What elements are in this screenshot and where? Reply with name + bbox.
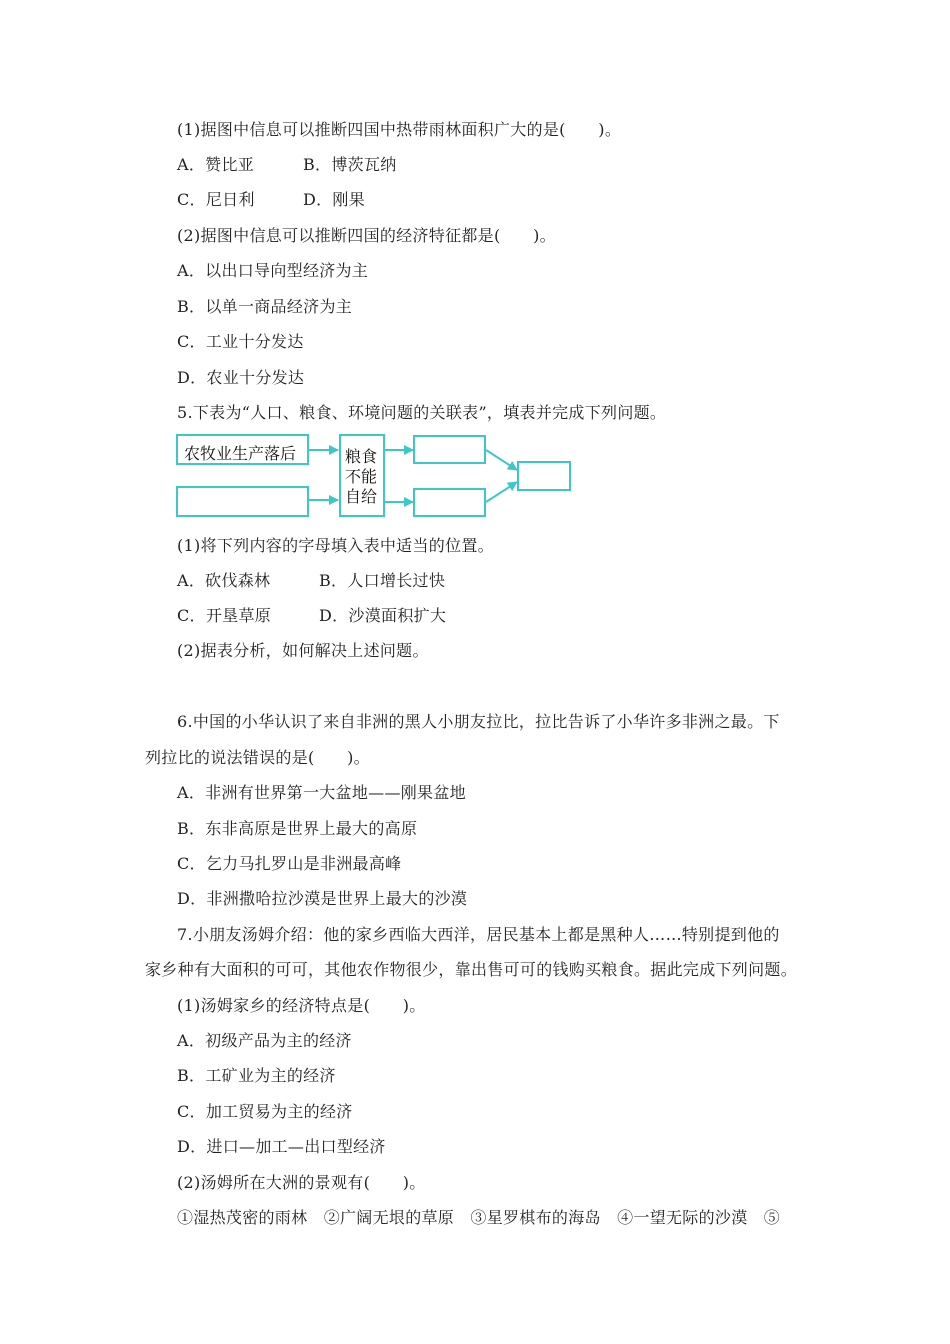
q7-stem-line2: 家乡种有大面积的可可，其他农作物很少，靠出售可可的钱购买粮食。据此完成下列问题。 bbox=[145, 960, 798, 979]
box-center-line1: 粮食 bbox=[345, 447, 378, 466]
box-agriculture-backward-label: 农牧业生产落后 bbox=[184, 444, 297, 463]
blank-box-bottom-right[interactable] bbox=[413, 488, 486, 517]
q4-sub2-option-a: A．以出口导向型经济为主 bbox=[177, 261, 369, 280]
box-center-line2: 不能 bbox=[345, 467, 378, 486]
q5-option-c: C．开垦草原 bbox=[177, 606, 272, 625]
q5-option-d: D．沙漠面积扩大 bbox=[319, 606, 447, 625]
q4-sub2-option-c: C．工业十分发达 bbox=[177, 332, 304, 351]
box-agriculture-backward bbox=[176, 434, 309, 465]
q7-sub1-option-d: D．进口—加工—出口型经济 bbox=[177, 1137, 386, 1156]
q6-option-c: C．乞力马扎罗山是非洲最高峰 bbox=[177, 854, 402, 873]
arrow-top-right-to-result bbox=[486, 450, 517, 470]
q6-option-a: A．非洲有世界第一大盆地——刚果盆地 bbox=[177, 783, 466, 802]
q5-option-b: B．人口增长过快 bbox=[319, 571, 446, 590]
q4-sub1-option-b: B．博茨瓦纳 bbox=[303, 155, 397, 174]
q7-sub1-option-c: C．加工贸易为主的经济 bbox=[177, 1102, 353, 1121]
q6-option-d: D．非洲撒哈拉沙漠是世界上最大的沙漠 bbox=[177, 889, 468, 908]
q4-sub1-option-a: A．赞比亚 bbox=[177, 155, 255, 174]
q7-sub2-options: ①湿热茂密的雨林 ②广阔无垠的草原 ③星罗棋布的海岛 ④一望无际的沙漠 ⑤ bbox=[177, 1208, 781, 1227]
q4-sub1-option-d: D．刚果 bbox=[303, 190, 366, 209]
q5-sub2-stem: (2)据表分析，如何解决上述问题。 bbox=[177, 641, 429, 660]
q7-sub1-option-b: B．工矿业为主的经济 bbox=[177, 1066, 336, 1085]
q7-stem-line1: 7.小朋友汤姆介绍：他的家乡西临大西洋，居民基本上都是黑种人……特别提到他的 bbox=[177, 925, 780, 944]
q4-sub2-option-b: B．以单一商品经济为主 bbox=[177, 297, 353, 316]
blank-box-left[interactable] bbox=[176, 486, 309, 517]
arrow-bottom-right-to-result bbox=[486, 482, 517, 502]
q6-option-b: B．东非高原是世界上最大的高原 bbox=[177, 819, 418, 838]
q5-stem: 5.下表为“人口、粮食、环境问题的关联表”，填表并完成下列问题。 bbox=[177, 403, 667, 422]
blank-box-top-right[interactable] bbox=[413, 435, 486, 464]
q7-sub1-stem: (1)汤姆家乡的经济特点是( )。 bbox=[177, 996, 426, 1015]
q7-sub1-option-a: A．初级产品为主的经济 bbox=[177, 1031, 352, 1050]
box-center-line3: 自给 bbox=[345, 487, 378, 506]
q7-sub2-stem: (2)汤姆所在大洲的景观有( )。 bbox=[177, 1173, 426, 1192]
q5-option-a: A．砍伐森林 bbox=[177, 571, 271, 590]
blank-box-result[interactable] bbox=[517, 461, 571, 491]
q5-sub1-stem: (1)将下列内容的字母填入表中适当的位置。 bbox=[177, 536, 494, 555]
q4-sub1-option-c: C．尼日利 bbox=[177, 190, 255, 209]
q6-stem-line1: 6.中国的小华认识了来自非洲的黑人小朋友拉比，拉比告诉了小华许多非洲之最。下 bbox=[177, 712, 780, 731]
q4-sub2-option-d: D．农业十分发达 bbox=[177, 368, 305, 387]
box-grain-not-self-sufficient bbox=[339, 434, 385, 517]
q4-sub2-stem: (2)据图中信息可以推断四国的经济特征都是( )。 bbox=[177, 226, 556, 245]
q4-sub1-stem: (1)据图中信息可以推断四国中热带雨林面积广大的是( )。 bbox=[177, 120, 622, 139]
q6-stem-line2: 列拉比的说法错误的是( )。 bbox=[145, 748, 370, 767]
